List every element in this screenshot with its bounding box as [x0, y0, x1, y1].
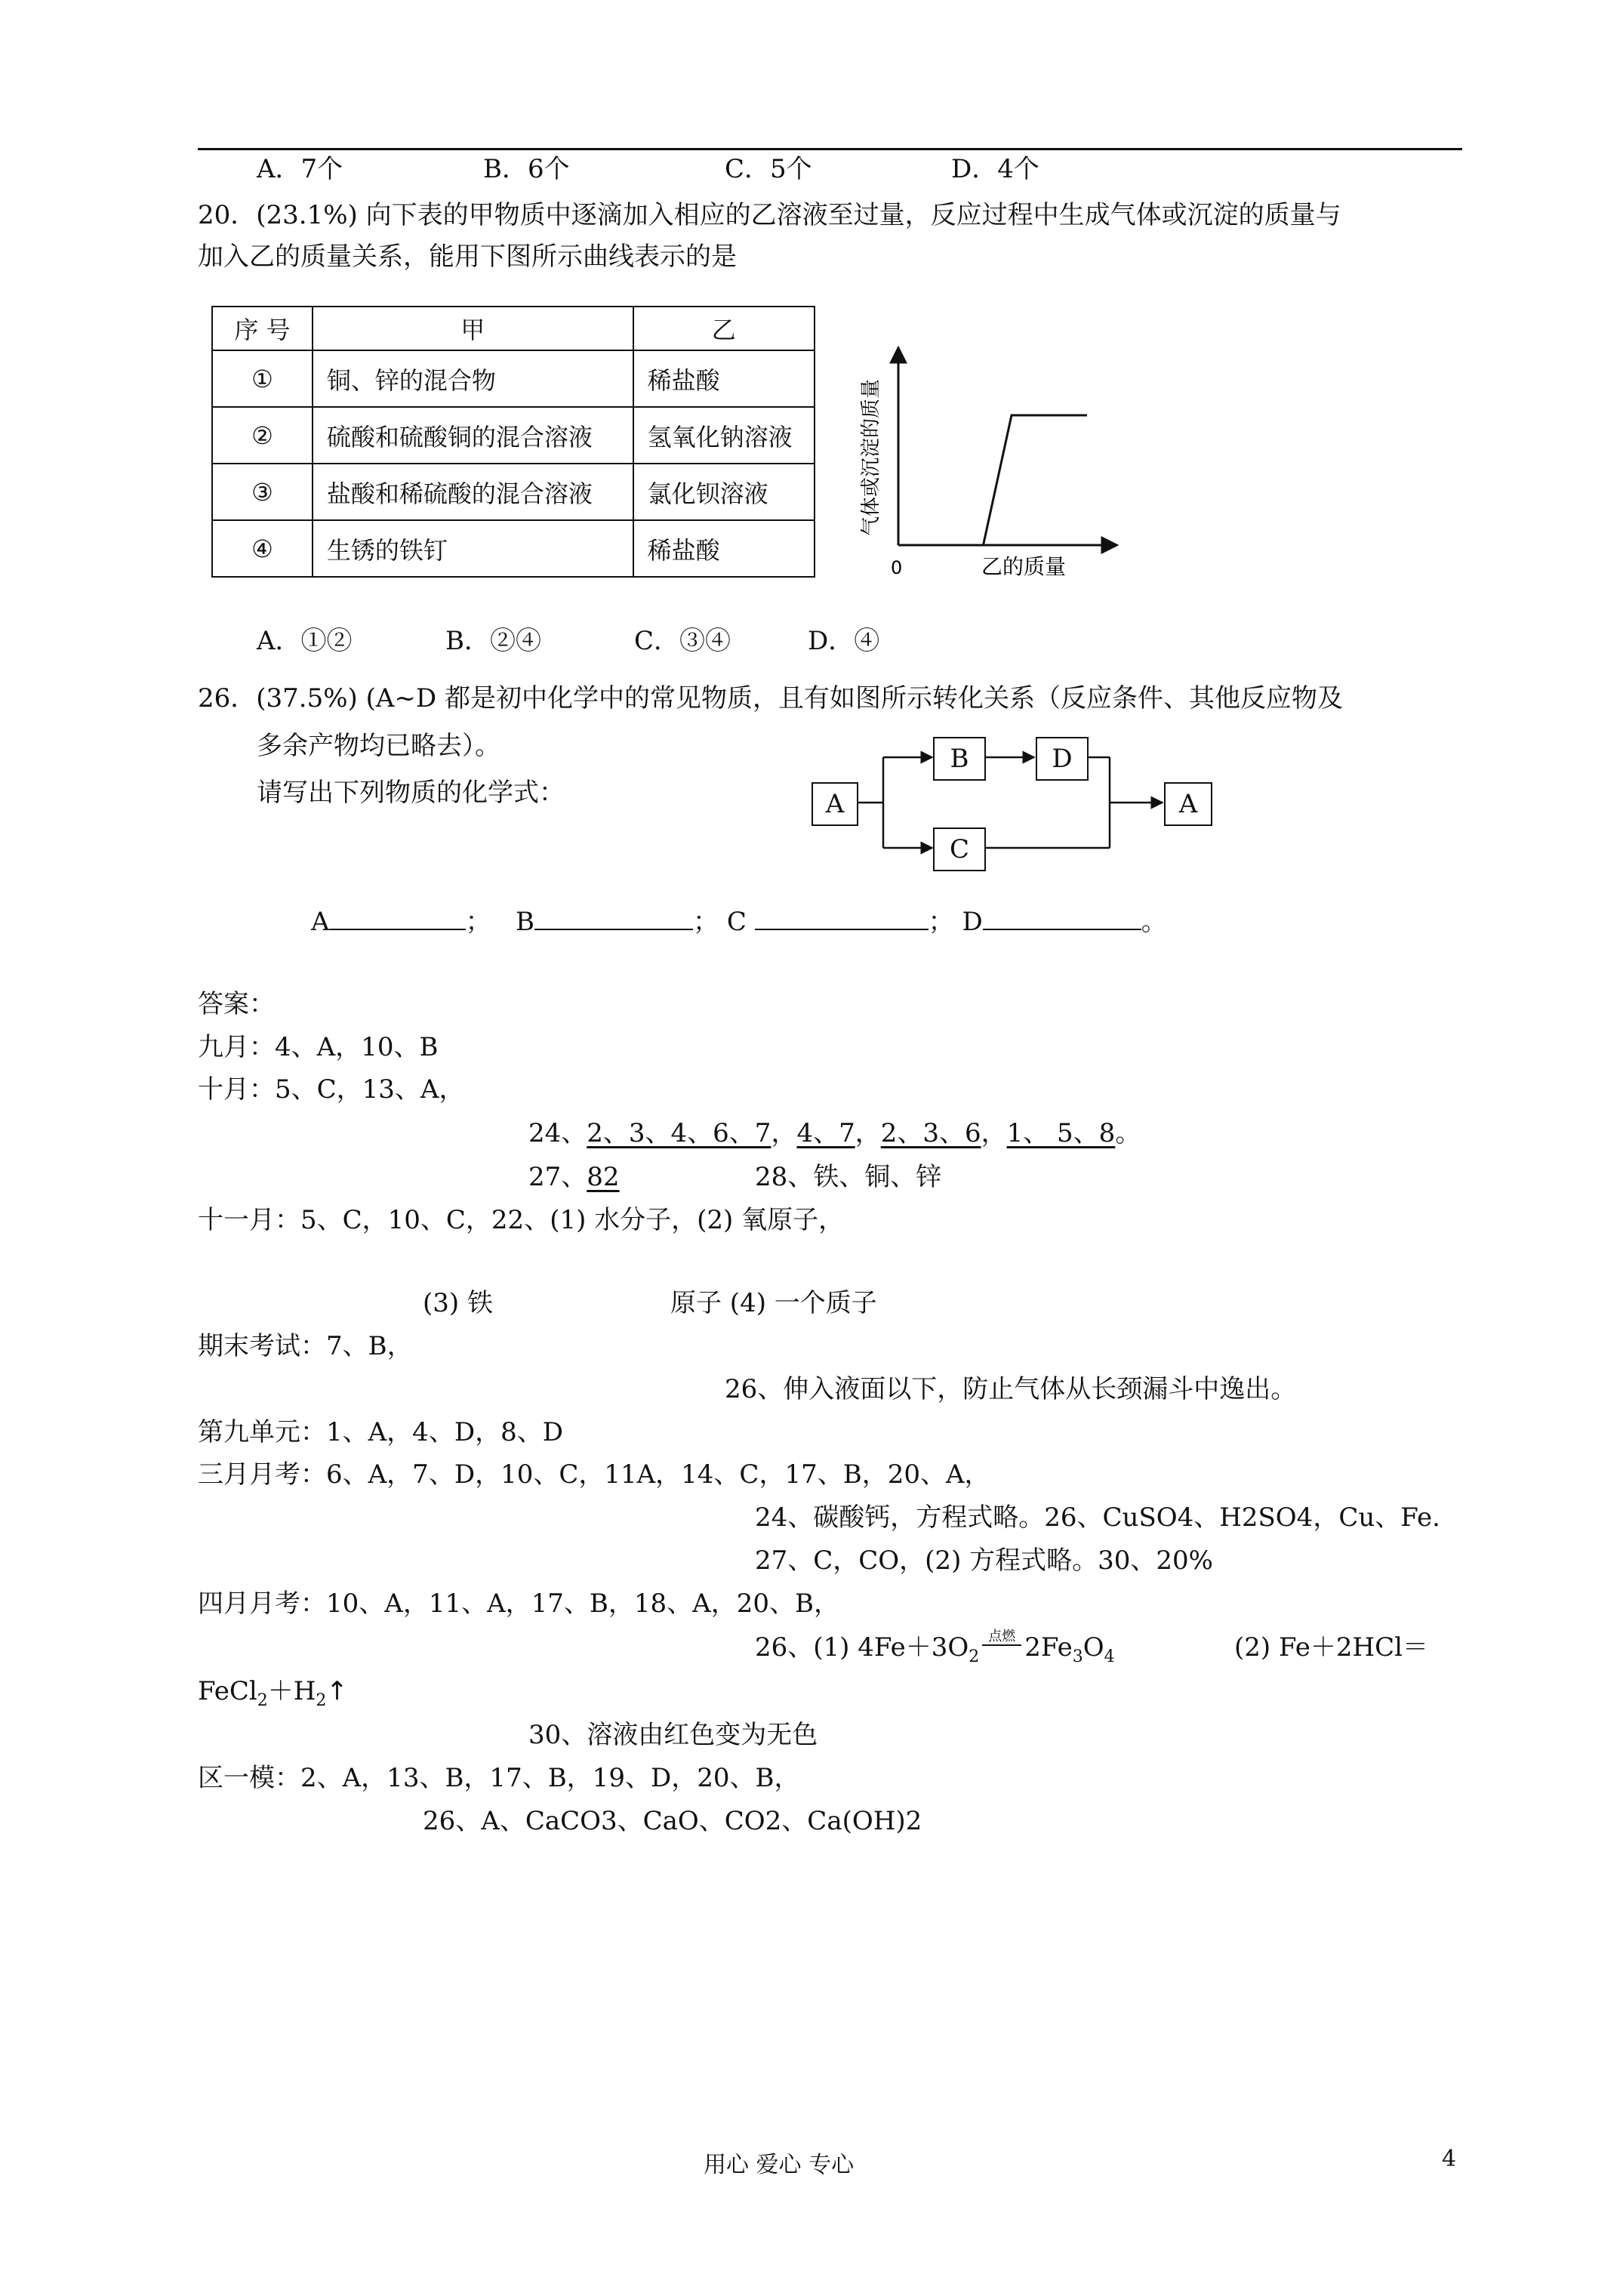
equation-text: 26、(1) 4Fe＋3O — [755, 1632, 969, 1663]
answer-line — [528, 1162, 645, 1192]
answer-line: 28、铁、铜、锌 — [755, 1162, 942, 1192]
equation-subscript: 2 — [969, 1647, 980, 1666]
answer-line: 原子 (4) 一个质子 — [670, 1288, 877, 1318]
fill-label-d: D — [962, 907, 983, 937]
table-cell: ④ — [212, 520, 313, 577]
table-header-cell: 序 号 — [212, 307, 313, 350]
q26-fill-line — [311, 906, 1167, 937]
answer-underlined: 1、 5、8 — [1006, 1118, 1116, 1148]
answer-line: 26、A、CaCO3、CaO、CO2、Ca(OH)2 — [423, 1806, 922, 1836]
q20-option-c: C．③④ — [634, 626, 731, 656]
fill-label-b: B — [516, 907, 534, 937]
answer-line: 十一月：5、C，10、C，22、(1) 水分子，(2) 氧原子， — [198, 1205, 845, 1235]
node-a-left: A — [812, 782, 858, 826]
answer-line: 十月：5、C，13、A， — [198, 1074, 465, 1105]
answer-line: 24、碳酸钙，方程式略。26、CuSO4、H2SO4，Cu、Fe. — [755, 1502, 1440, 1533]
answer-underlined: 82 — [587, 1162, 620, 1192]
q19-option-a: A．7个 — [257, 154, 343, 184]
answer-line: 26、伸入液面以下，防止气体从长颈漏斗中逸出。 — [725, 1374, 1297, 1404]
table-cell: 铜、锌的混合物 — [313, 350, 633, 407]
q26-stem-line1: 26．(37.5%) (A~D 都是初中化学中的常见物质，且有如图所示转化关系（反应条件、其他反应物及 — [198, 683, 1343, 713]
header-rule — [198, 148, 1462, 150]
fill-end: 。 — [1141, 907, 1167, 937]
equation-subscript: 2 — [316, 1690, 327, 1710]
q20-chart — [830, 332, 1132, 581]
q19-option-d: D．4个 — [951, 154, 1039, 184]
table-row — [212, 350, 815, 407]
blank-c[interactable] — [755, 906, 929, 930]
reaction-condition — [979, 1629, 1024, 1663]
table-header-cell: 甲 — [313, 307, 633, 350]
answer-underlined: 2、3、6 — [880, 1118, 981, 1148]
y-axis-label: 气体或沉淀的质量 — [860, 378, 882, 536]
answer-text: ， — [981, 1118, 1007, 1148]
origin-label: 0 — [891, 557, 903, 578]
table-cell: 稀盐酸 — [633, 350, 815, 407]
condition-text: 点燃 — [988, 1629, 1016, 1644]
answer-line: 第九单元：1、A，4、D，8、D — [198, 1417, 563, 1447]
answer-underlined: 2、3、4、6、7 — [587, 1118, 771, 1148]
equation-subscript: 3 — [1072, 1647, 1083, 1666]
separator: ； — [465, 907, 491, 937]
answer-line: 九月：4、A，10、B — [198, 1032, 439, 1062]
equation-text: FeCl — [198, 1676, 257, 1706]
footer-motto: 用心 爱心 专心 — [704, 2152, 855, 2178]
x-axis-label: 乙的质量 — [981, 554, 1067, 579]
q20-option-d: D．④ — [808, 626, 880, 656]
node-d: D — [1036, 737, 1089, 781]
table-cell: 稀盐酸 — [633, 520, 815, 577]
answer-line — [528, 1118, 1141, 1148]
q20-option-a: A．①② — [257, 626, 353, 656]
q20-stem-line2: 加入乙的质量关系，能用下图所示曲线表示的是 — [198, 242, 737, 272]
table-cell: ① — [212, 350, 313, 407]
condition-line — [982, 1644, 1021, 1646]
blank-b[interactable] — [534, 906, 693, 930]
blank-a[interactable] — [330, 906, 466, 930]
q26-stem-line3: 请写出下列物质的化学式： — [257, 778, 565, 808]
q19-option-c: C．5个 — [725, 154, 812, 184]
table-cell: ③ — [212, 464, 313, 520]
equation-subscript: 2 — [257, 1690, 268, 1710]
answer-text: ， — [771, 1118, 797, 1148]
table-cell: 生锈的铁钉 — [313, 520, 633, 577]
equation-subscript: 4 — [1104, 1647, 1115, 1666]
answers-title: 答案： — [198, 989, 275, 1019]
answer-text: 。 — [1115, 1118, 1141, 1148]
table-row — [212, 407, 815, 464]
node-b: B — [933, 737, 986, 781]
fill-label-a: A — [311, 907, 330, 937]
answer-line: 期末考试：7、B， — [198, 1331, 413, 1361]
answer-text: ， — [855, 1118, 881, 1148]
equation-line: (2) Fe＋2HCl＝ — [1234, 1632, 1428, 1663]
equation-text: 2Fe — [1024, 1632, 1073, 1663]
gas-arrow-icon: ↑ — [326, 1676, 348, 1706]
answer-line: 27、C，CO，(2) 方程式略。30、20% — [755, 1546, 1213, 1576]
series-line — [898, 415, 1087, 545]
answer-line: 区一模：2、A，13、B，17、B，19、D，20、B， — [198, 1763, 800, 1793]
node-a-right: A — [1164, 782, 1212, 826]
answer-line: (3) 铁 — [423, 1288, 493, 1318]
node-c: C — [933, 827, 986, 871]
table-cell: 氯化钡溶液 — [633, 464, 815, 520]
table-header-cell: 乙 — [633, 307, 815, 350]
equation-text: ＋H — [267, 1676, 316, 1706]
table-cell: 硫酸和硫酸铜的混合溶液 — [313, 407, 633, 464]
equation-text: O — [1083, 1632, 1104, 1663]
separator: ； — [928, 907, 954, 937]
answer-line: 三月月考：6、A，7、D，10、C，11A，14、C，17、B，20、A， — [198, 1459, 990, 1490]
separator: ； — [693, 907, 719, 937]
blank-d[interactable] — [983, 906, 1141, 930]
q20-table — [211, 306, 815, 578]
answer-line: 四月月考：10、A，11、A，17、B，18、A，20、B， — [198, 1589, 839, 1619]
fill-label-c: C — [726, 907, 747, 937]
q20-option-b: B．②④ — [445, 626, 541, 656]
answer-underlined: 4、7 — [796, 1118, 855, 1148]
table-row — [212, 464, 815, 520]
table-row — [212, 520, 815, 577]
equation-line — [755, 1629, 1115, 1672]
q19-option-b: B．6个 — [483, 154, 570, 184]
table-cell: 盐酸和稀硫酸的混合溶液 — [313, 464, 633, 520]
answer-text: 24、 — [528, 1118, 587, 1148]
page-number: 4 — [1442, 2146, 1457, 2172]
equation-line — [198, 1676, 348, 1716]
table-header-row — [212, 307, 815, 350]
q26-stem-line2: 多余产物均已略去）。 — [257, 731, 500, 761]
table-cell: ② — [212, 407, 313, 464]
answer-line: 30、溶液由红色变为无色 — [528, 1720, 818, 1750]
q20-stem-line1: 20．(23.1%) 向下表的甲物质中逐滴加入相应的乙溶液至过量，反应过程中生成气体或沉淀的质量与 — [198, 200, 1341, 230]
answer-text: 27、 — [528, 1162, 587, 1192]
table-cell: 氢氧化钠溶液 — [633, 407, 815, 464]
